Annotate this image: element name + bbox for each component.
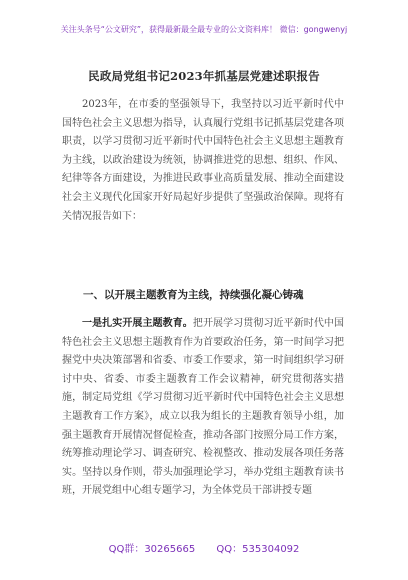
page-title: 民政局党组书记2023年抓基层党建述职报告 (88, 69, 320, 83)
qq-group-number: QQ群：30265665 (108, 544, 196, 555)
paragraph-lead: 一是扎实开展主题教育。 (82, 318, 193, 329)
footer-contact (0, 540, 408, 555)
qq-number: QQ：535304092 (216, 544, 300, 555)
body-paragraph (62, 315, 344, 501)
intro-paragraph: 2023年，在市委的坚强领导下，我坚持以习近平新时代中国特色社会主义思想为指导，认真履行党组书记抓基层党建各项职责，以学习贯彻习近平新时代中国特色社会主义思想主题教育为主线，以政治建设为统领，协调推进党的思想、组织、作风、纪律等各方面建设，为推进民政事业高质量发展、推动全面建设社会主义现代化国家开好局起好步提供了坚强政治保障。现将有关情况报告如下： (62, 99, 344, 222)
section-heading: 一、以开展主题教育为主线，持续强化凝心铸魂 (83, 289, 304, 301)
paragraph-body: 把开展学习贯彻习近平新时代中国特色社会主义思想主题教育作为首要政治任务，第一时间学习把握党中央决策部署和省委、市委工作要求，第一时间组织学习研讨中央、省委、市委主题教育工作会议精神，研究贯彻落实措施，制定局党组《学习贯彻习近平新时代中国特色社会主义思想主题教育工作方案》，成立以我为组长的主题教育领导小组，加强主题教育开展情况督促检查，推动各部门按照分局工作方案，统筹推动理论学习、调查研究、检视整改、推动发展各项任务落实。坚持以身作则，带头加强理论学习，举办党组主题教育读书班，开展党组中心组专题学习，为全体党员干部讲授专题 (62, 318, 345, 497)
header-banner: 关注头条号“公文研究”，获得最新最全最专业的公文资料库！ 微信：gongwenyj (60, 25, 348, 34)
